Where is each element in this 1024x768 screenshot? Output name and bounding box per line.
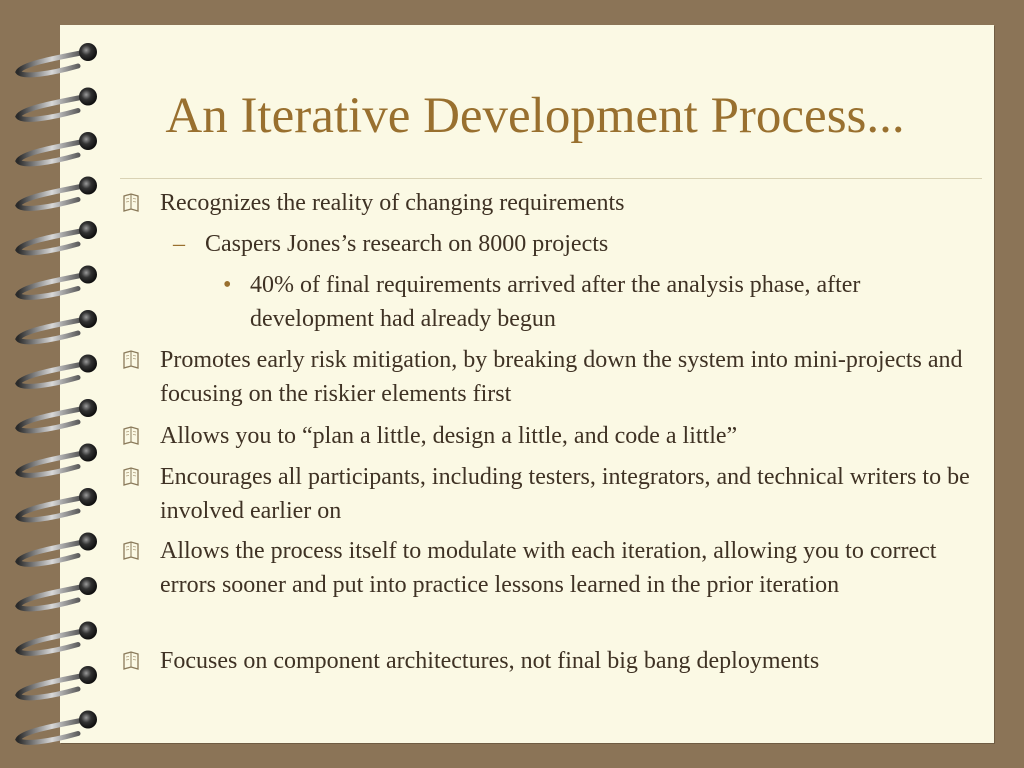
ring-hole [79, 444, 97, 462]
ring-wire [18, 275, 86, 298]
sub-sub-bullet-item-1 [223, 268, 980, 336]
ring-wire [18, 186, 86, 209]
ring-hole [79, 399, 97, 417]
book-icon [120, 425, 142, 447]
book-icon [120, 650, 142, 672]
ring-wire [18, 52, 86, 75]
ring-hole [79, 711, 97, 729]
book-icon [120, 540, 142, 562]
bullet-text: 40% of final requirements arrived after the analysis phase, after development had already begun [250, 272, 861, 332]
ring-wire [18, 631, 86, 654]
dot-marker: • [223, 272, 232, 298]
bullet-text: Allows the process itself to modulate with each iteration, allowing you to correct errors sooner and put into practice lessons learned in the prior iteration [160, 538, 937, 598]
ring-hole [79, 355, 97, 373]
ring-hole [79, 266, 97, 284]
ring-hole [79, 310, 97, 328]
ring-hole [79, 43, 97, 61]
bullet-text: Focuses on component architectures, not final big bang deployments [160, 648, 820, 674]
ring-wire [18, 586, 86, 609]
bullet-item-6 [160, 644, 990, 678]
bullet-text: Caspers Jones’s research on 8000 projects [205, 231, 609, 257]
ring-hole [79, 666, 97, 684]
ring-wire [18, 675, 86, 698]
bullet-item-3 [160, 419, 990, 453]
sub-bullet-item-1 [173, 227, 985, 261]
bullet-item-2 [160, 343, 990, 411]
book-icon [120, 349, 142, 371]
ring-wire [18, 319, 86, 342]
bullet-item-1 [160, 186, 990, 220]
book-icon [120, 466, 142, 488]
bullet-text: Encourages all participants, including testers, integrators, and technical writers to be involved earlier on [160, 464, 970, 524]
dash-marker: – [173, 231, 185, 257]
ring-wire [18, 720, 86, 743]
title-divider [120, 178, 982, 179]
bullet-text: Allows you to “plan a little, design a little, and code a little” [160, 423, 738, 449]
slide-title: An Iterative Development Process... [165, 88, 905, 144]
ring-wire [18, 230, 86, 253]
ring-wire [18, 364, 86, 387]
bullet-text: Promotes early risk mitigation, by breaking down the system into mini-projects and focusing on the riskier elements first [160, 347, 963, 407]
book-icon [120, 192, 142, 214]
ring-hole [79, 177, 97, 195]
ring-hole [79, 221, 97, 239]
ring-wire [18, 542, 86, 565]
bullet-item-4 [160, 460, 990, 528]
ring-wire [18, 497, 86, 520]
ring-hole [79, 577, 97, 595]
bullet-item-5 [160, 534, 970, 602]
bullet-text: Recognizes the reality of changing requirements [160, 190, 625, 216]
ring-hole [79, 622, 97, 640]
ring-wire [18, 408, 86, 431]
ring-hole [79, 533, 97, 551]
ring-wire [18, 453, 86, 476]
ring-hole [79, 488, 97, 506]
